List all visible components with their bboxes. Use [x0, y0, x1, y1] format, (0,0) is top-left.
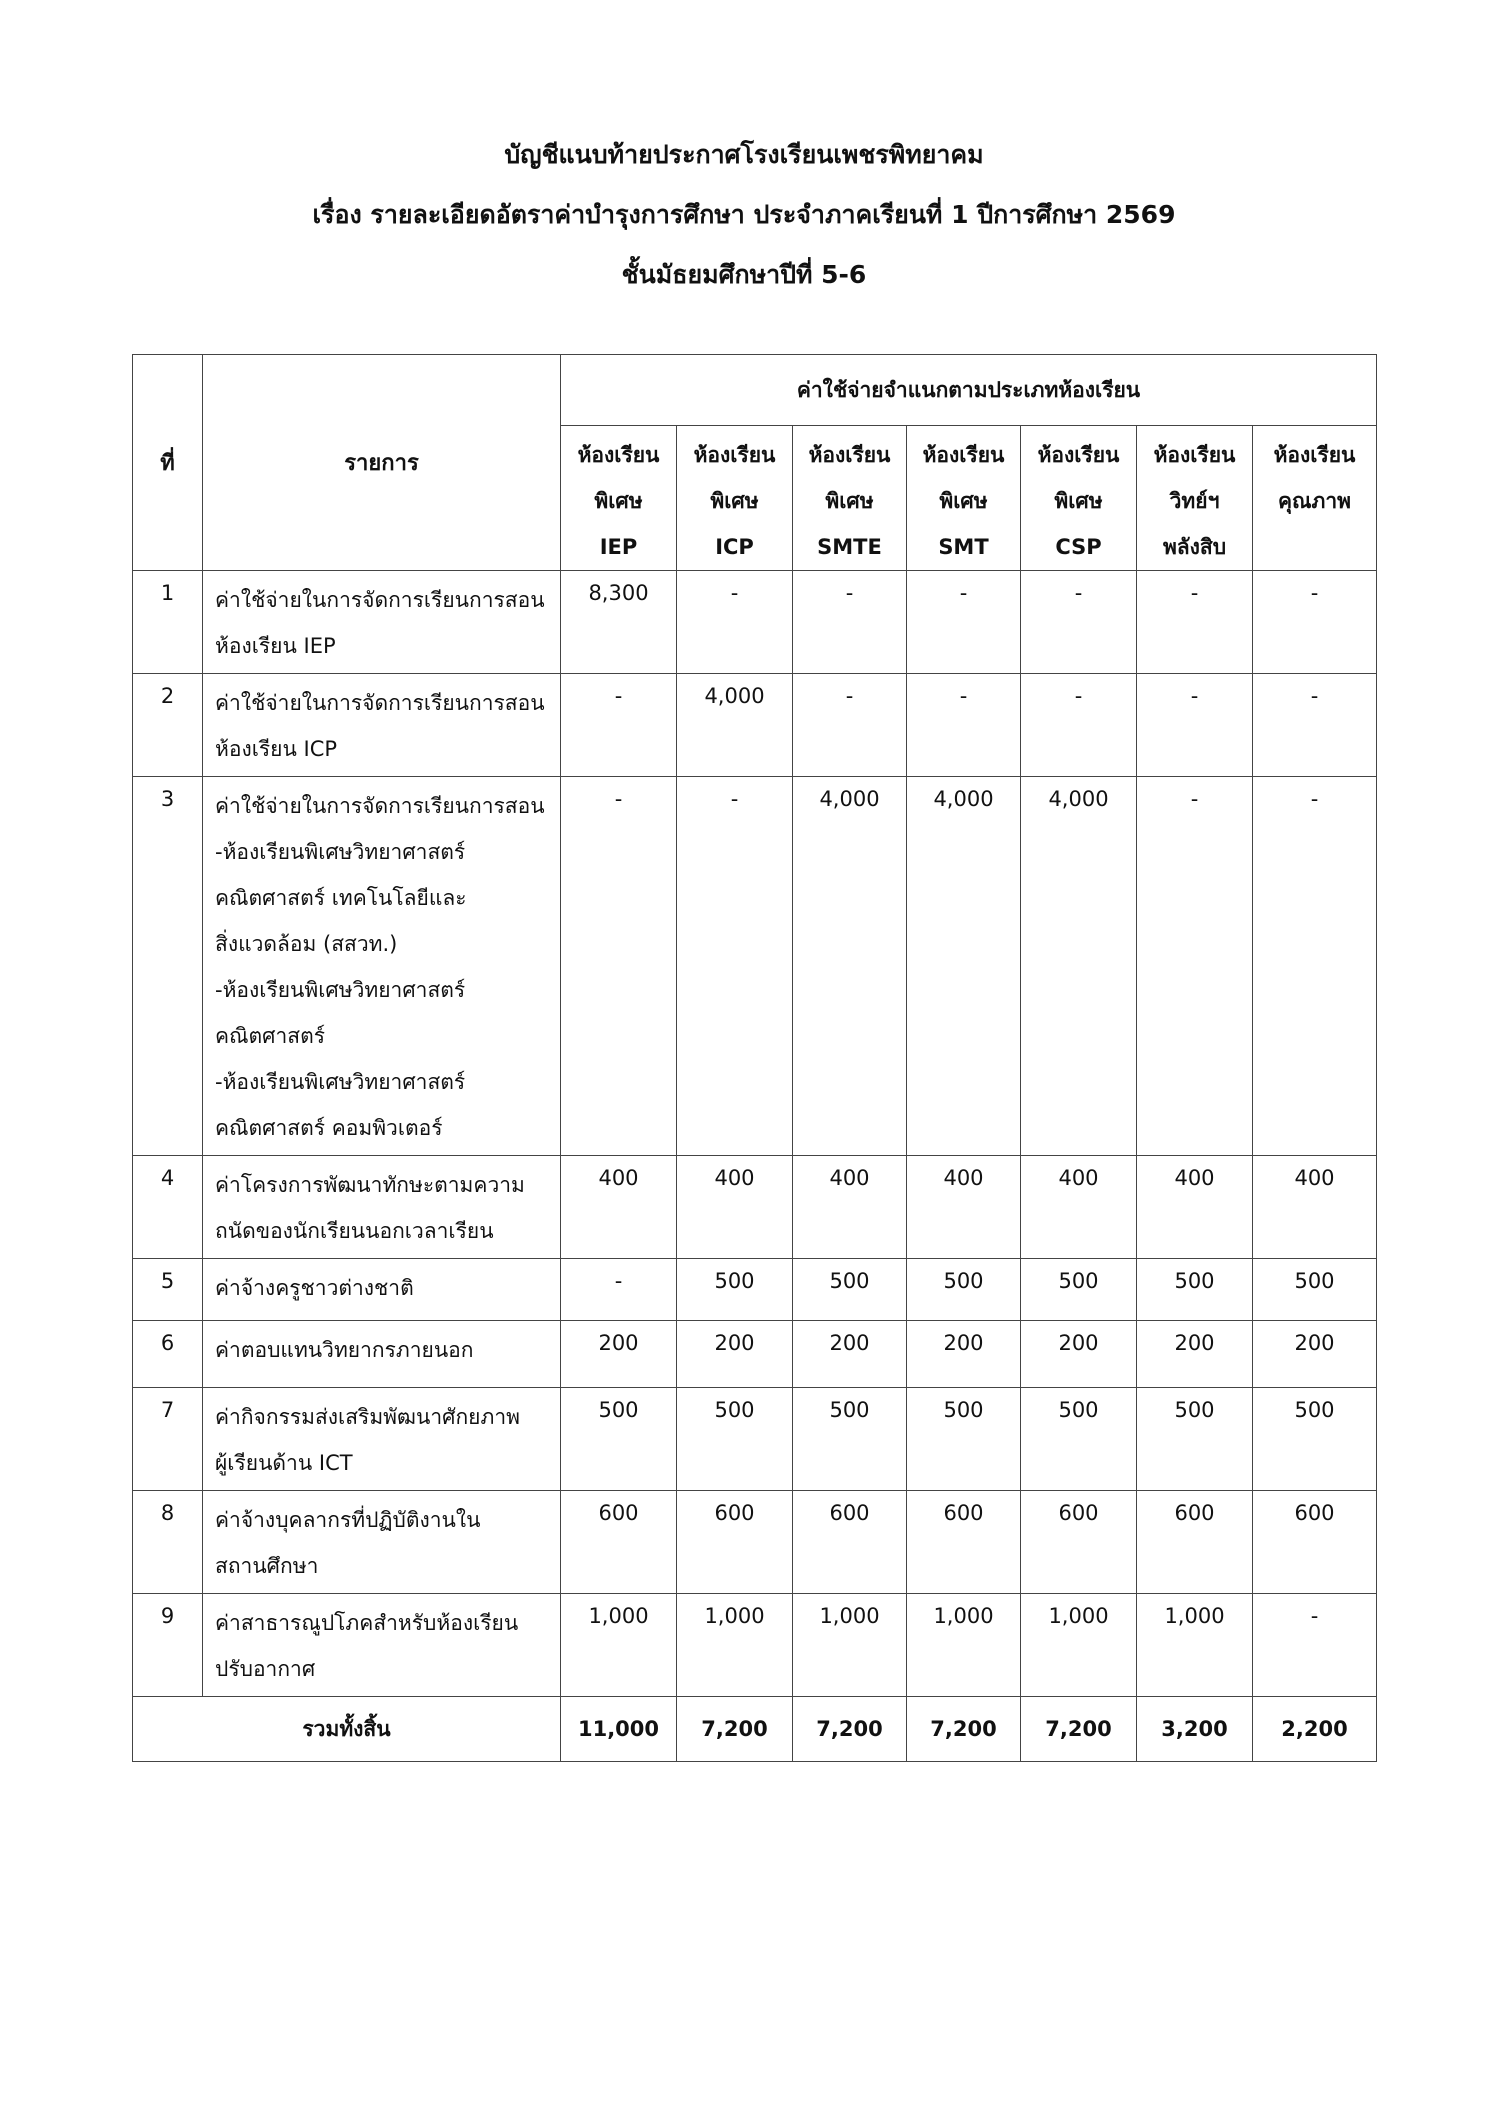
- row-item-description: [203, 1388, 561, 1491]
- total-row: [133, 1697, 1377, 1762]
- row-item-description: [203, 777, 561, 1156]
- fee-value: 500: [1021, 1388, 1137, 1491]
- row-number: 2: [133, 674, 203, 777]
- item-line: คณิตศาสตร์: [215, 1024, 326, 1048]
- fee-value: -: [907, 674, 1021, 777]
- column-group-header: ค่าใช้จ่ายจำแนกตามประเภทห้องเรียน: [561, 355, 1377, 426]
- fee-value: 600: [793, 1491, 907, 1594]
- document-header: [0, 140, 1488, 320]
- column-header-line: SMT: [938, 535, 989, 559]
- fee-value: 1,000: [907, 1594, 1021, 1697]
- row-number: 6: [133, 1321, 203, 1388]
- column-header-line: พิเศษ: [594, 489, 643, 513]
- fee-value: -: [561, 777, 677, 1156]
- fee-value: 1,000: [1137, 1594, 1253, 1697]
- fee-value: -: [1137, 571, 1253, 674]
- total-value: 7,200: [1021, 1697, 1137, 1762]
- row-item-description: [203, 1594, 561, 1697]
- column-header-line: คุณภาพ: [1277, 489, 1351, 513]
- row-item-description: [203, 1321, 561, 1388]
- item-line: ค่าตอบแทนวิทยากรภายนอก: [215, 1338, 474, 1362]
- column-header-room-type: [793, 426, 907, 571]
- fee-value: 200: [907, 1321, 1021, 1388]
- item-line: ค่าโครงการพัฒนาทักษะตามความ: [215, 1173, 525, 1197]
- fee-value: 400: [1253, 1156, 1377, 1259]
- row-item-description: [203, 1259, 561, 1321]
- fee-value: -: [793, 571, 907, 674]
- fee-value: -: [907, 571, 1021, 674]
- total-value: 7,200: [677, 1697, 793, 1762]
- table-row: [133, 674, 1377, 777]
- item-line: คณิตศาสตร์ เทคโนโลยีและ: [215, 886, 467, 910]
- row-number: 3: [133, 777, 203, 1156]
- fee-value: 4,000: [907, 777, 1021, 1156]
- table-row: [133, 1321, 1377, 1388]
- column-header-room-type: [1021, 426, 1137, 571]
- fee-value: -: [793, 674, 907, 777]
- column-header-no: ที่: [133, 355, 203, 571]
- total-value: 3,200: [1137, 1697, 1253, 1762]
- fee-value: -: [1021, 571, 1137, 674]
- fee-value: 1,000: [677, 1594, 793, 1697]
- table-row: [133, 1259, 1377, 1321]
- column-header-room-type: [677, 426, 793, 571]
- fee-value: 600: [1021, 1491, 1137, 1594]
- column-header-line: SMTE: [817, 535, 882, 559]
- item-line: ค่าจ้างครูชาวต่างชาติ: [215, 1276, 414, 1300]
- fee-value: -: [677, 571, 793, 674]
- column-header-line: ห้องเรียน: [1153, 443, 1236, 467]
- fee-value: 4,000: [793, 777, 907, 1156]
- fee-value: -: [561, 674, 677, 777]
- fee-value: 500: [677, 1388, 793, 1491]
- item-line: -ห้องเรียนพิเศษวิทยาศาสตร์: [215, 1070, 466, 1094]
- item-line: ค่าสาธารณูปโภคสำหรับห้องเรียน: [215, 1611, 519, 1635]
- item-line: -ห้องเรียนพิเศษวิทยาศาสตร์: [215, 840, 466, 864]
- item-line: คณิตศาสตร์ คอมพิวเตอร์: [215, 1116, 443, 1140]
- item-line: สถานศึกษา: [215, 1554, 319, 1578]
- row-item-description: [203, 674, 561, 777]
- fee-value: 8,300: [561, 571, 677, 674]
- fee-value: 1,000: [1021, 1594, 1137, 1697]
- fee-value: 400: [793, 1156, 907, 1259]
- column-header-room-type: [907, 426, 1021, 571]
- fee-value: 1,000: [793, 1594, 907, 1697]
- column-header-line: พลังสิบ: [1162, 535, 1227, 559]
- fee-value: 500: [907, 1259, 1021, 1321]
- total-label: รวมทั้งสิ้น: [133, 1697, 561, 1762]
- column-header-item: รายการ: [203, 355, 561, 571]
- fee-value: -: [677, 777, 793, 1156]
- fee-value: 600: [677, 1491, 793, 1594]
- column-header-line: ห้องเรียน: [693, 443, 776, 467]
- column-header-room-type: [561, 426, 677, 571]
- column-header-line: ห้องเรียน: [1273, 443, 1356, 467]
- item-line: ถนัดของนักเรียนนอกเวลาเรียน: [215, 1219, 494, 1243]
- fee-value: 500: [1137, 1388, 1253, 1491]
- total-value: 7,200: [793, 1697, 907, 1762]
- fee-value: -: [1253, 571, 1377, 674]
- fee-value: 500: [907, 1388, 1021, 1491]
- total-value: 7,200: [907, 1697, 1021, 1762]
- row-number: 5: [133, 1259, 203, 1321]
- item-line: ปรับอากาศ: [215, 1657, 316, 1681]
- item-line: ผู้เรียนด้าน ICT: [215, 1451, 353, 1475]
- table-row: [133, 571, 1377, 674]
- item-line: ค่ากิจกรรมส่งเสริมพัฒนาศักยภาพ: [215, 1405, 520, 1429]
- fee-value: 500: [677, 1259, 793, 1321]
- table-row: [133, 1594, 1377, 1697]
- item-line: -ห้องเรียนพิเศษวิทยาศาสตร์: [215, 978, 466, 1002]
- column-header-room-type: [1253, 426, 1377, 571]
- item-line: ค่าจ้างบุคลากรที่ปฏิบัติงานใน: [215, 1508, 481, 1532]
- item-line: ค่าใช้จ่ายในการจัดการเรียนการสอน: [215, 691, 545, 715]
- column-header-line: ห้องเรียน: [922, 443, 1005, 467]
- fee-value: -: [1137, 777, 1253, 1156]
- fee-value: 400: [561, 1156, 677, 1259]
- fee-value: -: [1253, 1594, 1377, 1697]
- fee-value: 400: [677, 1156, 793, 1259]
- column-header-room-type: [1137, 426, 1253, 571]
- fee-value: -: [1253, 777, 1377, 1156]
- fee-value: 200: [1137, 1321, 1253, 1388]
- row-item-description: [203, 1156, 561, 1259]
- fee-value: 200: [1253, 1321, 1377, 1388]
- row-number: 4: [133, 1156, 203, 1259]
- total-value: 2,200: [1253, 1697, 1377, 1762]
- fee-value: 400: [907, 1156, 1021, 1259]
- table-row: [133, 1156, 1377, 1259]
- fee-value: 400: [1021, 1156, 1137, 1259]
- row-number: 1: [133, 571, 203, 674]
- column-header-line: ห้องเรียน: [577, 443, 660, 467]
- column-header-line: พิเศษ: [710, 489, 759, 513]
- column-header-line: CSP: [1055, 535, 1102, 559]
- table-row: [133, 1491, 1377, 1594]
- row-number: 7: [133, 1388, 203, 1491]
- fee-value: 500: [1253, 1388, 1377, 1491]
- column-header-line: พิเศษ: [939, 489, 988, 513]
- fee-value: 500: [1253, 1259, 1377, 1321]
- column-header-line: ห้องเรียน: [808, 443, 891, 467]
- item-line: ห้องเรียน IEP: [215, 634, 336, 658]
- fee-value: 1,000: [561, 1594, 677, 1697]
- column-header-line: IEP: [599, 535, 638, 559]
- item-line: ค่าใช้จ่ายในการจัดการเรียนการสอน: [215, 794, 545, 818]
- fee-value: 4,000: [677, 674, 793, 777]
- fee-value: 500: [793, 1259, 907, 1321]
- fee-value: 500: [561, 1388, 677, 1491]
- column-header-line: พิเศษ: [825, 489, 874, 513]
- fee-value: -: [1253, 674, 1377, 777]
- column-header-line: ICP: [715, 535, 754, 559]
- fee-value: 500: [1021, 1259, 1137, 1321]
- item-line: ค่าใช้จ่ายในการจัดการเรียนการสอน: [215, 588, 545, 612]
- document-grade-level: ชั้นมัธยมศึกษาปีที่ 5-6: [621, 260, 867, 289]
- fee-value: 200: [561, 1321, 677, 1388]
- table-row: [133, 777, 1377, 1156]
- total-value: 11,000: [561, 1697, 677, 1762]
- fee-value: -: [1021, 674, 1137, 777]
- fee-table: [132, 354, 1377, 1762]
- row-item-description: [203, 1491, 561, 1594]
- table-row: [133, 1388, 1377, 1491]
- row-number: 8: [133, 1491, 203, 1594]
- item-line: สิ่งแวดล้อม (สสวท.): [215, 932, 398, 956]
- fee-value: 4,000: [1021, 777, 1137, 1156]
- fee-value: 200: [677, 1321, 793, 1388]
- document-title: บัญชีแนบท้ายประกาศโรงเรียนเพชรพิทยาคม: [504, 140, 984, 169]
- fee-value: 400: [1137, 1156, 1253, 1259]
- fee-value: 600: [1137, 1491, 1253, 1594]
- fee-value: 600: [561, 1491, 677, 1594]
- column-header-line: ห้องเรียน: [1037, 443, 1120, 467]
- fee-value: -: [561, 1259, 677, 1321]
- fee-value: 200: [1021, 1321, 1137, 1388]
- row-number: 9: [133, 1594, 203, 1697]
- fee-value: 500: [1137, 1259, 1253, 1321]
- column-header-line: พิเศษ: [1054, 489, 1103, 513]
- row-item-description: [203, 571, 561, 674]
- fee-value: 600: [1253, 1491, 1377, 1594]
- fee-value: 600: [907, 1491, 1021, 1594]
- fee-value: -: [1137, 674, 1253, 777]
- fee-value: 200: [793, 1321, 907, 1388]
- fee-value: 500: [793, 1388, 907, 1491]
- column-header-line: วิทย์ฯ: [1169, 489, 1220, 513]
- item-line: ห้องเรียน ICP: [215, 737, 338, 761]
- document-subject: เรื่อง รายละเอียดอัตราค่าบำรุงการศึกษา ประจำภาคเรียนที่ 1 ปีการศึกษา 2569: [312, 200, 1176, 229]
